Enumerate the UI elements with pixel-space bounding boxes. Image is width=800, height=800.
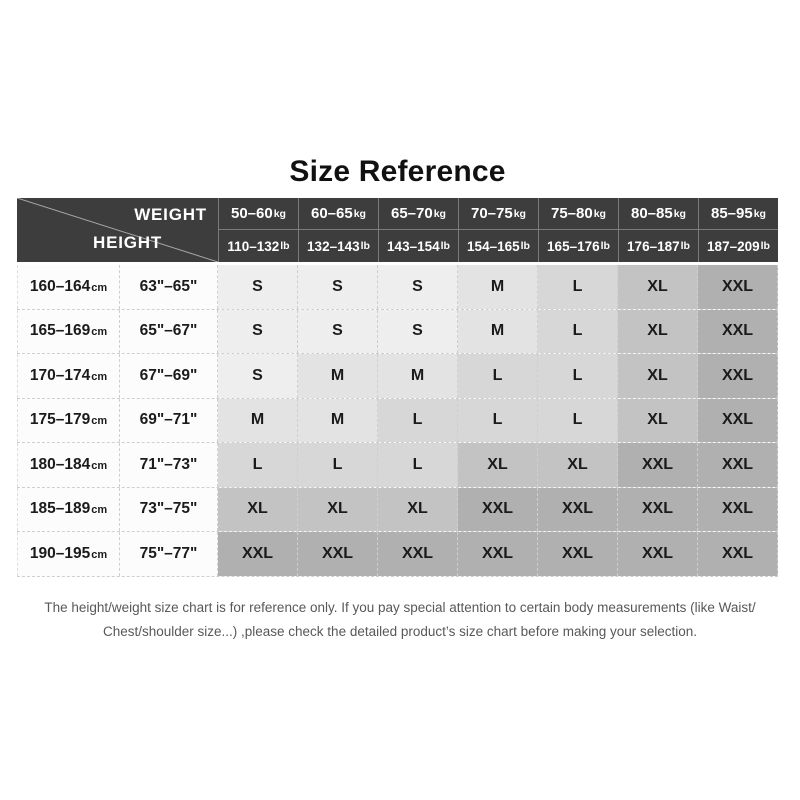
size-cell-l: L [538,354,618,398]
size-table-body [17,265,778,577]
weight-lb-label: 132–143 lb [307,238,370,254]
size-cell-s: S [218,310,298,354]
weight-lb-label: 176–187 lb [627,238,690,254]
footer-note-line2: Chest/shoulder size...) ,please check the detailed product’s size chart before making your selection. [102,624,698,639]
size-cell-s: S [218,265,298,309]
size-cell-xxl: XXL [698,488,778,532]
size-cell-s: S [298,265,378,309]
weight-column-1 [218,198,298,262]
size-cell-l: L [458,399,538,443]
size-table [17,145,778,577]
weight-column-2 [298,198,378,262]
size-cell-l: L [298,443,378,487]
table-row [17,354,778,399]
table-row [17,488,778,533]
size-cell-l: L [218,443,298,487]
size-cell-xxl: XXL [698,399,778,443]
size-cell-xl: XL [618,399,698,443]
table-header [17,198,778,262]
size-cell-xxl: XXL [618,488,698,532]
size-cell-xxl: XXL [538,532,618,576]
weight-column-6 [618,198,698,262]
size-cell-xl: XL [298,488,378,532]
height-inch-label: 75"–77" [120,532,218,576]
size-cell-xxl: XXL [458,488,538,532]
size-cell-xxl: XXL [298,532,378,576]
size-cell-xl: XL [458,443,538,487]
weight-kg-label: 85–95 kg [699,198,778,230]
size-cell-xl: XL [218,488,298,532]
weight-kg-label: 75–80 kg [539,198,618,230]
footer-note [0,596,800,644]
height-inch-label: 71"–73" [120,443,218,487]
size-cell-xxl: XXL [698,443,778,487]
size-cell-l: L [538,310,618,354]
table-row [17,310,778,355]
size-cell-xxl: XXL [618,443,698,487]
height-cm-label: 185–189cm [17,488,120,532]
size-cell-xl: XL [618,310,698,354]
weight-axis-label: WEIGHT [134,205,207,224]
weight-column-4 [458,198,538,262]
weight-columns [218,198,778,262]
size-cell-xxl: XXL [698,310,778,354]
size-cell-xxl: XXL [698,265,778,309]
size-cell-xxl: XXL [218,532,298,576]
size-cell-s: S [298,310,378,354]
height-axis-label: HEIGHT [93,233,163,252]
size-cell-m: M [458,310,538,354]
weight-kg-label: 70–75 kg [459,198,538,230]
table-row [17,532,778,577]
size-cell-xl: XL [538,443,618,487]
table-row [17,399,778,444]
page-title: Size Reference [289,154,506,188]
height-cm-label: 175–179cm [17,399,120,443]
size-cell-xxl: XXL [698,354,778,398]
size-cell-xl: XL [378,488,458,532]
size-cell-xxl: XXL [618,532,698,576]
table-row [17,265,778,310]
weight-column-3 [378,198,458,262]
height-cm-label: 180–184cm [17,443,120,487]
size-cell-l: L [378,443,458,487]
size-cell-xxl: XXL [698,532,778,576]
size-cell-l: L [458,354,538,398]
height-cm-label: 165–169cm [17,310,120,354]
height-inch-label: 67"–69" [120,354,218,398]
height-cm-label: 190–195cm [17,532,120,576]
weight-column-7 [698,198,778,262]
weight-kg-label: 50–60 kg [219,198,298,230]
size-cell-s: S [378,310,458,354]
size-cell-m: M [218,399,298,443]
size-cell-m: M [298,354,378,398]
weight-lb-label: 154–165 lb [467,238,530,254]
weight-column-5 [538,198,618,262]
size-cell-xl: XL [618,354,698,398]
footer-note-line1: The height/weight size chart is for reference only. If you pay special attention to certain body measurements (like Waist/ [44,600,756,615]
size-cell-xxl: XXL [538,488,618,532]
weight-lb-label: 187–209 lb [707,238,770,254]
height-inch-label: 63"–65" [120,265,218,309]
size-cell-l: L [538,399,618,443]
weight-kg-label: 80–85 kg [619,198,698,230]
size-cell-xxl: XXL [378,532,458,576]
size-cell-xl: XL [618,265,698,309]
weight-kg-label: 65–70 kg [379,198,458,230]
height-cm-label: 170–174cm [17,354,120,398]
size-cell-m: M [298,399,378,443]
weight-kg-label: 60–65 kg [299,198,378,230]
height-inch-label: 65"–67" [120,310,218,354]
weight-lb-label: 143–154 lb [387,238,450,254]
weight-lb-label: 110–132 lb [227,238,290,254]
table-row [17,443,778,488]
size-cell-m: M [458,265,538,309]
size-cell-s: S [378,265,458,309]
weight-lb-label: 165–176 lb [547,238,610,254]
size-cell-l: L [378,399,458,443]
height-cm-label: 160–164cm [17,265,120,309]
height-inch-label: 69"–71" [120,399,218,443]
height-inch-label: 73"–75" [120,488,218,532]
size-cell-xxl: XXL [458,532,538,576]
size-cell-l: L [538,265,618,309]
size-cell-s: S [218,354,298,398]
corner-cell [17,198,218,262]
size-cell-m: M [378,354,458,398]
